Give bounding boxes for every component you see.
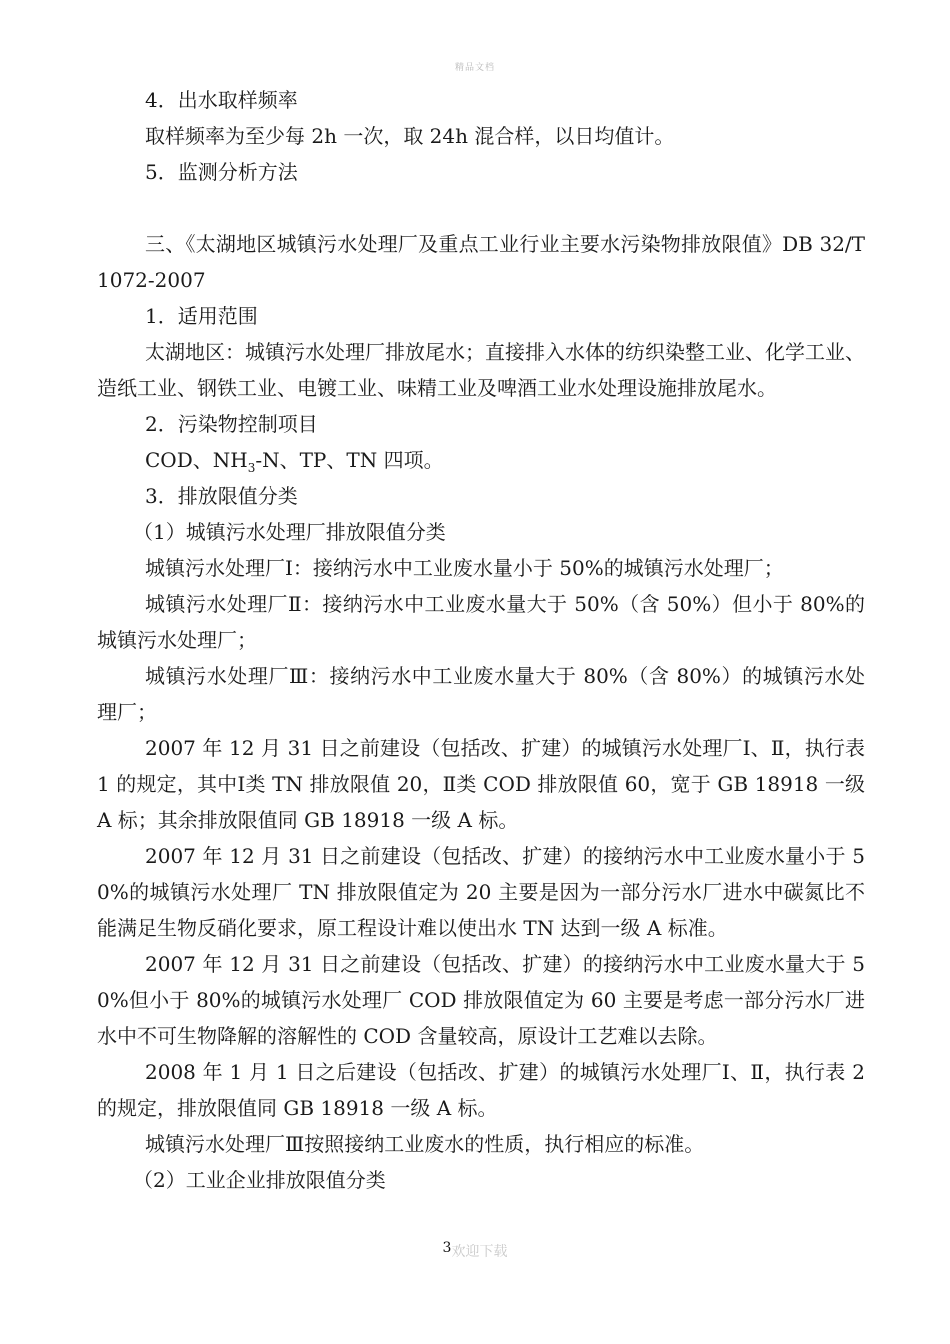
pollutant-list-start: COD、NH <box>145 448 248 472</box>
paragraph-spacer <box>97 190 865 226</box>
document-body <box>97 82 865 1198</box>
section-heading: 5．监测分析方法 <box>145 160 298 184</box>
section-heading: 4．出水取样频率 <box>145 88 298 112</box>
body-paragraph: 2007 年 12 月 31 日之前建设（包括改、扩建）的城镇污水处理厂Ⅰ、Ⅱ，执行表 1 的规定，其中Ⅰ类 TN 排放限值 20，Ⅱ类 COD 排放限值 60，宽于 GB 18918 一级 A 标；其余排放限值同 GB 18918 一级 A 标。 <box>97 736 865 832</box>
body-paragraph: 城镇污水处理厂Ⅰ：接纳污水中工业废水量小于 50%的城镇污水处理厂； <box>145 556 784 580</box>
section-heading: 2．污染物控制项目 <box>145 412 318 436</box>
body-paragraph: 2008 年 1 月 1 日之后建设（包括改、扩建）的城镇污水处理厂Ⅰ、Ⅱ，执行表 2 的规定，排放限值同 GB 18918 一级 A 标。 <box>97 1060 865 1120</box>
body-paragraph: 太湖地区：城镇污水处理厂排放尾水；直接排入水体的纺织染整工业、化学工业、造纸工业、钢铁工业、电镀工业、味精工业及啤酒工业水处理设施排放尾水。 <box>97 340 865 400</box>
subsection-heading: （1）城镇污水处理厂排放限值分类 <box>133 520 446 544</box>
body-paragraph: 取样频率为至少每 2h 一次，取 24h 混合样，以日均值计。 <box>145 124 675 148</box>
body-paragraph: 城镇污水处理厂Ⅲ：接纳污水中工业废水量大于 80%（含 80%）的城镇污水处理厂； <box>97 664 865 724</box>
footer-text: 欢迎下载 <box>451 1244 508 1260</box>
body-paragraph: 2007 年 12 月 31 日之前建设（包括改、扩建）的接纳污水中工业废水量大于 50%但小于 80%的城镇污水处理厂 COD 排放限值定为 60 主要是考虑一部分污水厂进水中不可生物降解的溶解性的 COD 含量较高，原设计工艺难以去除。 <box>97 952 865 1048</box>
page-footer <box>0 1240 950 1261</box>
subscript: 3 <box>247 461 256 475</box>
page-number: 3 <box>442 1240 452 1256</box>
body-paragraph: 城镇污水处理厂Ⅱ：接纳污水中工业废水量大于 50%（含 50%）但小于 80%的城镇污水处理厂； <box>97 592 865 652</box>
section-heading: 1．适用范围 <box>145 304 258 328</box>
header-watermark: 精品文档 <box>454 63 495 73</box>
section-heading: 3．排放限值分类 <box>145 484 298 508</box>
pollutant-list <box>97 442 865 478</box>
pollutant-list-end: -N、TP、TN 四项。 <box>255 448 444 472</box>
body-paragraph: 城镇污水处理厂Ⅲ按照接纳工业废水的性质，执行相应的标准。 <box>145 1132 705 1156</box>
body-paragraph: 2007 年 12 月 31 日之前建设（包括改、扩建）的接纳污水中工业废水量小于 50%的城镇污水处理厂 TN 排放限值定为 20 主要是因为一部分污水厂进水中碳氮比不能满足生物反硝化要求，原工程设计难以使出水 TN 达到一级 A 标准。 <box>97 844 865 940</box>
subsection-heading: （2）工业企业排放限值分类 <box>133 1168 386 1192</box>
chapter-heading: 三、《太湖地区城镇污水处理厂及重点工业行业主要水污染物排放限值》DB 32/T1072-2007 <box>97 232 865 292</box>
